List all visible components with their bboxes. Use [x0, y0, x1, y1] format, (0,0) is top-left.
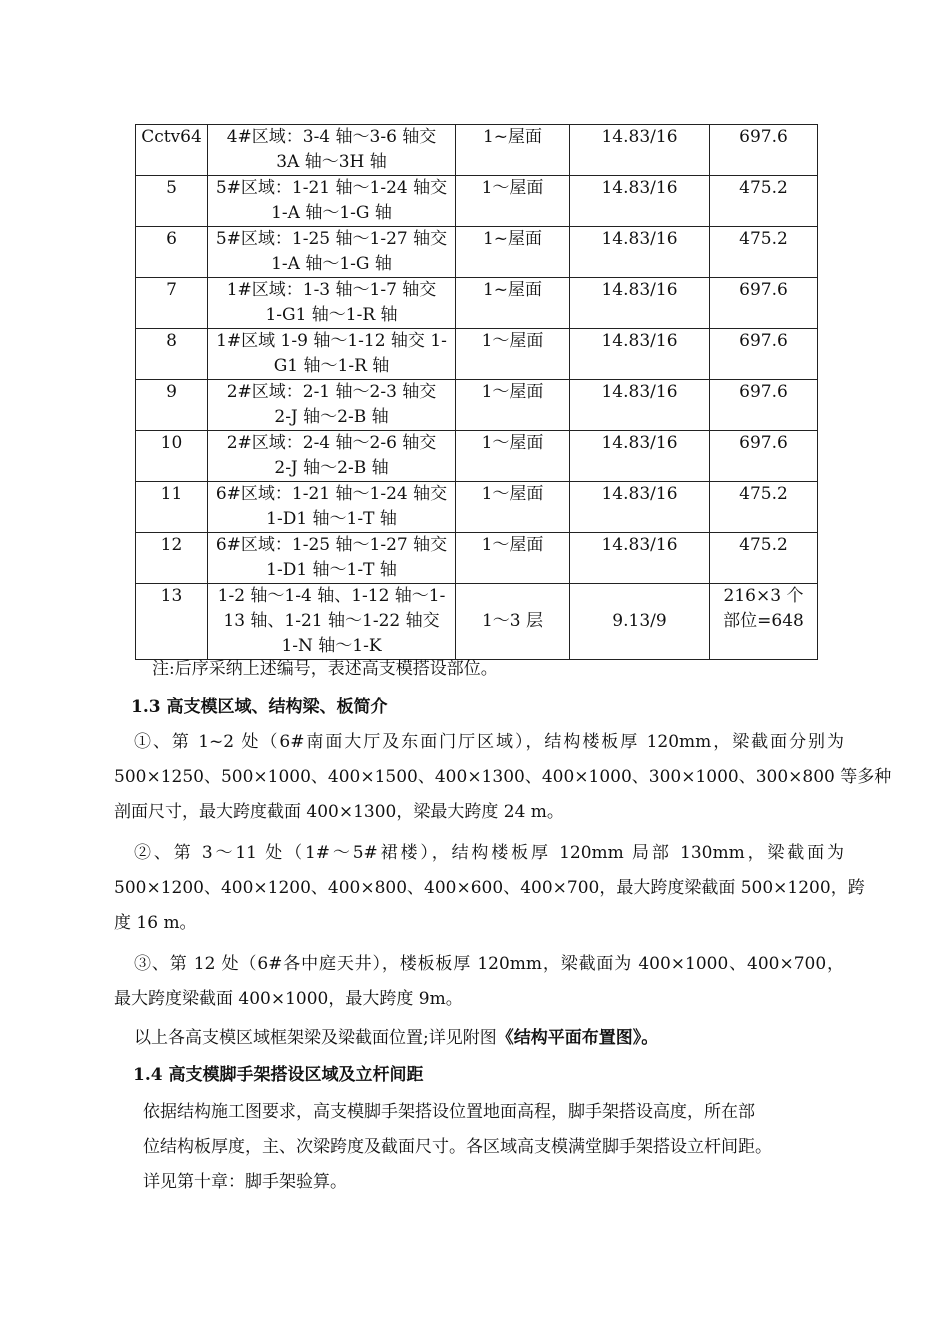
table-row [136, 125, 818, 176]
table-row [136, 176, 818, 227]
cell-floor: 1~屋面 [456, 125, 570, 176]
table-row [136, 329, 818, 380]
cell-height: 14.83/16 [570, 227, 710, 278]
table-row [136, 482, 818, 533]
drawing-reference: 《结构平面布置图》。 [496, 1028, 659, 1048]
cell-floor: 1～屋面 [456, 533, 570, 584]
cell-area-line: 1#区域：1-3 轴～1-7 轴交 [226, 280, 437, 300]
cell-floor: 1～屋面 [456, 176, 570, 227]
cell-area-line: 1-D1 轴～1-T 轴 [266, 560, 397, 580]
paragraph-4-text: 以上各高支模区域框架梁及梁截面位置;详见附图 [134, 1028, 497, 1048]
cell-area-line: 4#区域：3-4 轴～3-6 轴交 [226, 127, 437, 147]
cell-area [208, 176, 456, 227]
cell-area [208, 482, 456, 533]
cell-area [208, 329, 456, 380]
cell-area-line: 1-N 轴～1-K [281, 636, 382, 656]
paragraph-line: 详见第十章：脚手架验算。 [143, 1172, 347, 1192]
support-zone-table [135, 124, 818, 660]
cell-value [710, 533, 818, 584]
cell-area [208, 278, 456, 329]
cell-value-line: 697.6 [739, 433, 788, 453]
cell-height: 14.83/16 [570, 176, 710, 227]
cell-number: 12 [136, 533, 208, 584]
paragraph-5 [143, 1095, 853, 1200]
paragraph-line: 剖面尺寸，最大跨度截面 400×1300，梁最大跨度 24 m。 [114, 802, 564, 822]
cell-floor: 1～屋面 [456, 329, 570, 380]
cell-area-line: 2#区域：2-1 轴～2-3 轴交 [226, 382, 437, 402]
cell-area-line: 3A 轴～3H 轴 [276, 152, 387, 172]
cell-value [710, 482, 818, 533]
cell-area [208, 227, 456, 278]
cell-height: 14.83/16 [570, 125, 710, 176]
cell-area-line: 5#区域：1-21 轴～1-24 轴交 [215, 178, 448, 198]
table-row [136, 533, 818, 584]
cell-value-line: 697.6 [739, 382, 788, 402]
table-body [136, 125, 818, 660]
cell-area-line: 2-J 轴～2-B 轴 [274, 458, 389, 478]
cell-height: 14.83/16 [570, 278, 710, 329]
cell-area-line: G1 轴～1-R 轴 [273, 356, 390, 376]
cell-value-line: 697.6 [739, 127, 788, 147]
cell-value-line: 部位=648 [723, 611, 804, 631]
cell-height: 9.13/9 [570, 584, 710, 660]
paragraph-3 [114, 947, 844, 1017]
cell-value [710, 125, 818, 176]
paragraph-4 [114, 1021, 844, 1056]
table-row [136, 584, 818, 660]
section-heading-1-4: 1.4 高支模脚手架搭设区域及立杆间距 [133, 1065, 424, 1085]
cell-area-line: 1-A 轴～1-G 轴 [271, 254, 392, 274]
cell-number: 11 [136, 482, 208, 533]
cell-floor: 1～屋面 [456, 380, 570, 431]
paragraph-line: 500×1250、500×1000、400×1500、400×1300、400×1000、300×1000、300×800 等多种 [114, 767, 892, 787]
paragraph-1 [114, 725, 892, 830]
cell-area [208, 431, 456, 482]
cell-area-line: 1#区域 1-9 轴～1-12 轴交 1- [216, 331, 447, 351]
paragraph-line: 依据结构施工图要求，高支模脚手架搭设位置地面高程，脚手架搭设高度，所在部 [143, 1102, 755, 1122]
cell-floor: 1~屋面 [456, 227, 570, 278]
cell-value-line: 697.6 [739, 331, 788, 351]
cell-height: 14.83/16 [570, 482, 710, 533]
cell-floor: 1～屋面 [456, 431, 570, 482]
cell-value [710, 176, 818, 227]
paragraph-line: 位结构板厚度，主、次梁跨度及截面尺寸。各区域高支模满堂脚手架搭设立杆间距。 [143, 1137, 772, 1157]
cell-height: 14.83/16 [570, 329, 710, 380]
cell-area-line: 13 轴、1-21 轴～1-22 轴交 [223, 611, 440, 631]
cell-value [710, 380, 818, 431]
cell-value-line: 475.2 [739, 535, 788, 555]
paragraph-line: ②、第 3～11 处（1#～5#裙楼），结构楼板厚 120mm 局部 130mm，梁截面为 [134, 843, 844, 863]
paragraph-line: 度 16 m。 [114, 913, 197, 933]
cell-height: 14.83/16 [570, 533, 710, 584]
cell-floor: 1～屋面 [456, 482, 570, 533]
table-note: 注:后序采纳上述编号，表述高支模搭设部位。 [152, 659, 498, 679]
table-row [136, 278, 818, 329]
cell-number: 6 [136, 227, 208, 278]
cell-area-line: 1-G1 轴～1-R 轴 [265, 305, 398, 325]
cell-value-line: 216×3 个 [723, 586, 804, 606]
cell-area [208, 584, 456, 660]
cell-number: 10 [136, 431, 208, 482]
cell-area-line: 2-J 轴～2-B 轴 [274, 407, 389, 427]
paragraph-line: ③、第 12 处（6#各中庭天井），楼板板厚 120mm，梁截面为 400×1000、400×700， [134, 954, 844, 974]
cell-number: 7 [136, 278, 208, 329]
cell-value [710, 329, 818, 380]
cell-area [208, 125, 456, 176]
cell-value [710, 584, 818, 660]
cell-value-line: 475.2 [739, 484, 788, 504]
cell-value-line: 475.2 [739, 229, 788, 249]
cell-area-line: 1-A 轴～1-G 轴 [271, 203, 392, 223]
cell-area-line: 5#区域：1-25 轴～1-27 轴交 [215, 229, 448, 249]
cell-value-line: 697.6 [739, 280, 788, 300]
cell-value [710, 278, 818, 329]
cell-number: 9 [136, 380, 208, 431]
paragraph-2 [114, 836, 865, 941]
table-row [136, 380, 818, 431]
cell-height: 14.83/16 [570, 380, 710, 431]
cell-number: Cctv64 [136, 125, 208, 176]
cell-value-line: 475.2 [739, 178, 788, 198]
table-row [136, 431, 818, 482]
cell-number: 8 [136, 329, 208, 380]
cell-area-line: 2#区域：2-4 轴～2-6 轴交 [226, 433, 437, 453]
paragraph-line [114, 1021, 844, 1056]
cell-height: 14.83/16 [570, 431, 710, 482]
cell-floor: 1～3 层 [456, 584, 570, 660]
table-row [136, 227, 818, 278]
cell-area [208, 380, 456, 431]
cell-area-line: 1-D1 轴～1-T 轴 [266, 509, 397, 529]
cell-floor: 1~屋面 [456, 278, 570, 329]
cell-area-line: 1-2 轴～1-4 轴、1-12 轴～1- [217, 586, 446, 606]
cell-number: 5 [136, 176, 208, 227]
paragraph-line: 500×1200、400×1200、400×800、400×600、400×700，最大跨度梁截面 500×1200，跨 [114, 878, 865, 898]
cell-number: 13 [136, 584, 208, 660]
section-heading-1-3: 1.3 高支模区域、结构梁、板简介 [131, 697, 388, 717]
cell-value [710, 431, 818, 482]
paragraph-line: 最大跨度梁截面 400×1000，最大跨度 9m。 [114, 989, 463, 1009]
cell-area [208, 533, 456, 584]
cell-value [710, 227, 818, 278]
cell-area-line: 6#区域：1-21 轴～1-24 轴交 [215, 484, 448, 504]
cell-area-line: 6#区域：1-25 轴～1-27 轴交 [215, 535, 448, 555]
paragraph-line: ①、第 1~2 处（6#南面大厅及东面门厅区域），结构楼板厚 120mm，梁截面分别为 [134, 732, 844, 752]
